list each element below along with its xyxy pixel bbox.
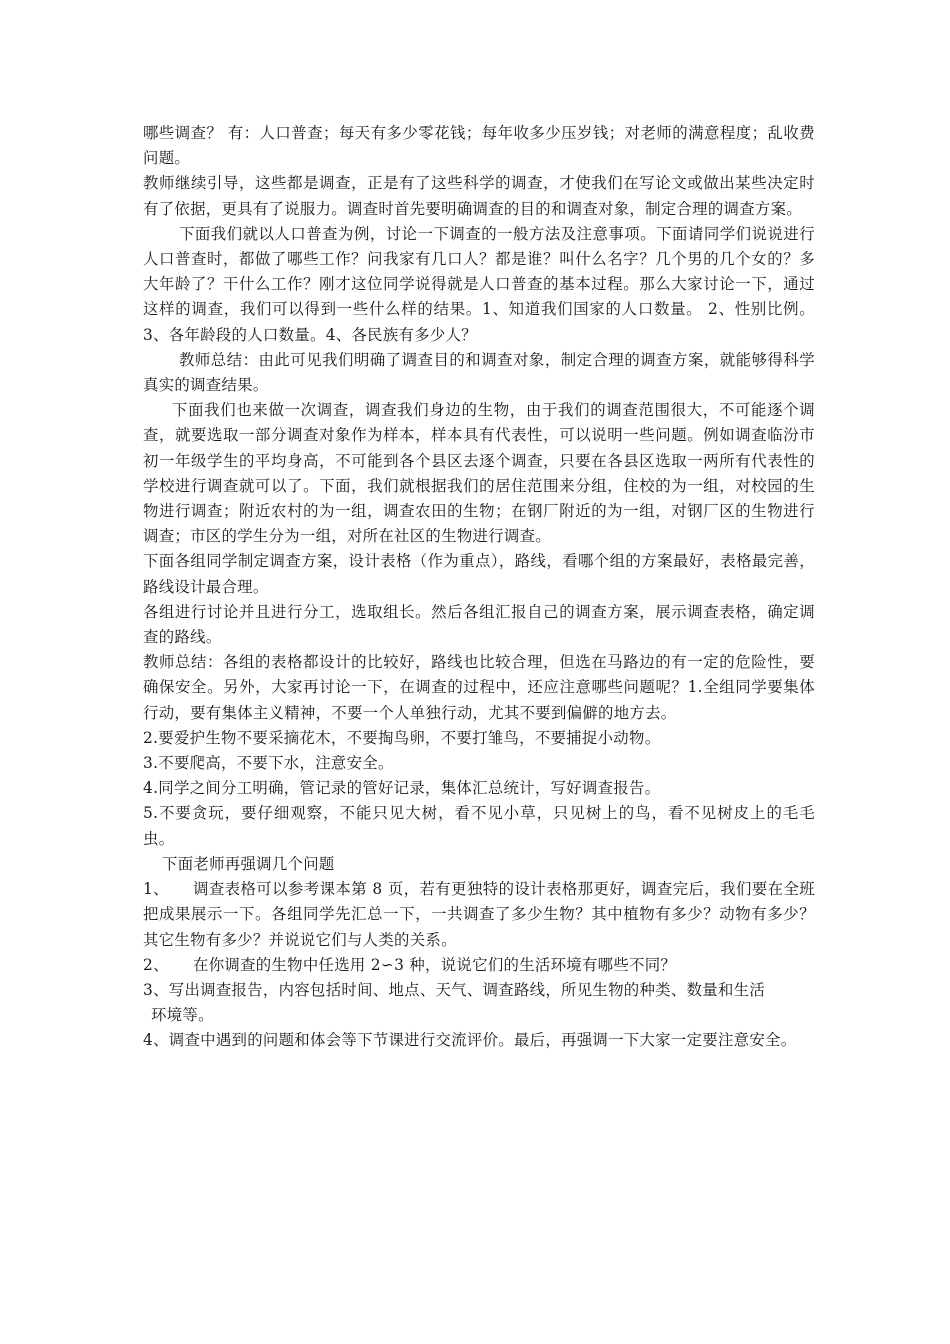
- paragraph-emphasis-heading: 下面老师再强调几个问题: [162, 854, 335, 873]
- paragraph-teacher-summary-2: 教师总结：各组的表格都设计的比较好，路线也比较合理，但选在马路边的有一定的危险性，要确保安全。另外，大家再讨论一下，在调查的过程中，还应注意哪些问题呢？1.全组同学要集体行动，要有集体主义精神，不要一个人单独行动，尤其不要到偏僻的地方去。: [143, 653, 815, 722]
- rule-item-3: 3.不要爬高，不要下水，注意安全。: [143, 754, 394, 773]
- emphasis-item-1-number: 1、: [143, 880, 169, 899]
- emphasis-item-2-text: 在你调查的生物中任选用 2∽3 种，说说它们的生活环境有哪些不同？: [193, 955, 677, 974]
- rule-item-5: 5.不要贪玩，要仔细观察，不能只见大树，看不见小草，只见树上的鸟，看不见树皮上的毛毛虫。: [143, 804, 815, 848]
- paragraph-survey-types: 哪些调查？ 有：人口普查；每天有多少零花钱；每年收多少压岁钱；对老师的满意程度；乱收费问题。: [143, 124, 815, 168]
- paragraph-census-example: 下面我们就以人口普查为例，讨论一下调查的一般方法及注意事项。下面请同学们说说进行人口普查时，都做了哪些工作？问我家有几口人？都是谁？叫什么名字？几个男的几个女的？多大年龄了？干什么工作？刚才这位同学说得就是人口普查的基本过程。那么大家讨论一下，通过这样的调查，我们可以得到一些什么样的结果。1、知道我们国家的人口数量。 2、性别比例。 3、各年龄段的人口数量。4、各民族有多少人？: [143, 224, 815, 344]
- rule-item-4: 4.同学之间分工明确，管记录的管好记录，集体汇总统计，写好调查报告。: [143, 779, 661, 798]
- emphasis-item-2: [143, 953, 815, 978]
- emphasis-item-1: [143, 877, 815, 953]
- paragraph-teacher-guidance: 教师继续引导，这些都是调查，正是有了这些科学的调查，才使我们在写论文或做出某些决定时有了依据，更具有了说服力。调查时首先要明确调查的目的和调查对象，制定合理的调查方案。: [143, 174, 815, 218]
- paragraph-group-discussion: 各组进行讨论并且进行分工，选取组长。然后各组汇报自己的调查方案，展示调查表格，确定调查的路线。: [143, 602, 815, 647]
- emphasis-item-2-number: 2、: [143, 955, 169, 974]
- document-body: [143, 121, 815, 1054]
- emphasis-item-3: [143, 978, 815, 1028]
- rule-item-2: 2.要爱护生物不要采摘花木，不要掏鸟卵，不要打雏鸟，不要捕捉小动物。: [143, 728, 661, 747]
- emphasis-item-3-text: 3、写出调查报告，内容包括时间、地点、天气、调查路线，所见生物的种类、数量和生活: [143, 980, 766, 999]
- paragraph-group-survey: 下面我们也来做一次调查，调查我们身边的生物，由于我们的调查范围很大，不可能逐个调查，就要选取一部分调查对象作为样本，样本具有代表性，可以说明一些问题。例如调查临汾市初一年级学生的平均身高，不可能到各个县区去逐个调查，只要在各县区选取一两所有代表性的学校进行调查就可以了。下面，我们就根据我们的居住范围来分组，住校的为一组，对校园的生物进行调查；附近农村的为一组，调查农田的生物；在钢厂附近的为一组，对钢厂区的生物进行调查；市区的学生分为一组，对所在社区的生物进行调查。: [143, 401, 815, 546]
- emphasis-item-4-text: 4、调查中遇到的问题和体会等下节课进行交流评价。最后，再强调一下大家一定要注意安全。: [143, 1031, 797, 1050]
- emphasis-item-3-continuation: 环境等。: [151, 1006, 214, 1025]
- paragraph-teacher-summary-1: 教师总结：由此可见我们明确了调查目的和调查对象，制定合理的调查方案，就能够得科学真实的调查结果。: [143, 350, 815, 395]
- paragraph-group-plans: 下面各组同学制定调查方案，设计表格（作为重点），路线，看哪个组的方案最好，表格最完善，路线设计最合理。: [143, 552, 815, 596]
- emphasis-item-4: [143, 1028, 815, 1053]
- emphasis-item-1-text: 调查表格可以参考课本第 8 页，若有更独特的设计表格那更好，调查完后，我们要在全班把成果展示一下。各组同学先汇总一下，一共调查了多少生物？其中植物有多少？动物有多少？其它生物有多少？并说说它们与人类的关系。: [143, 880, 815, 949]
